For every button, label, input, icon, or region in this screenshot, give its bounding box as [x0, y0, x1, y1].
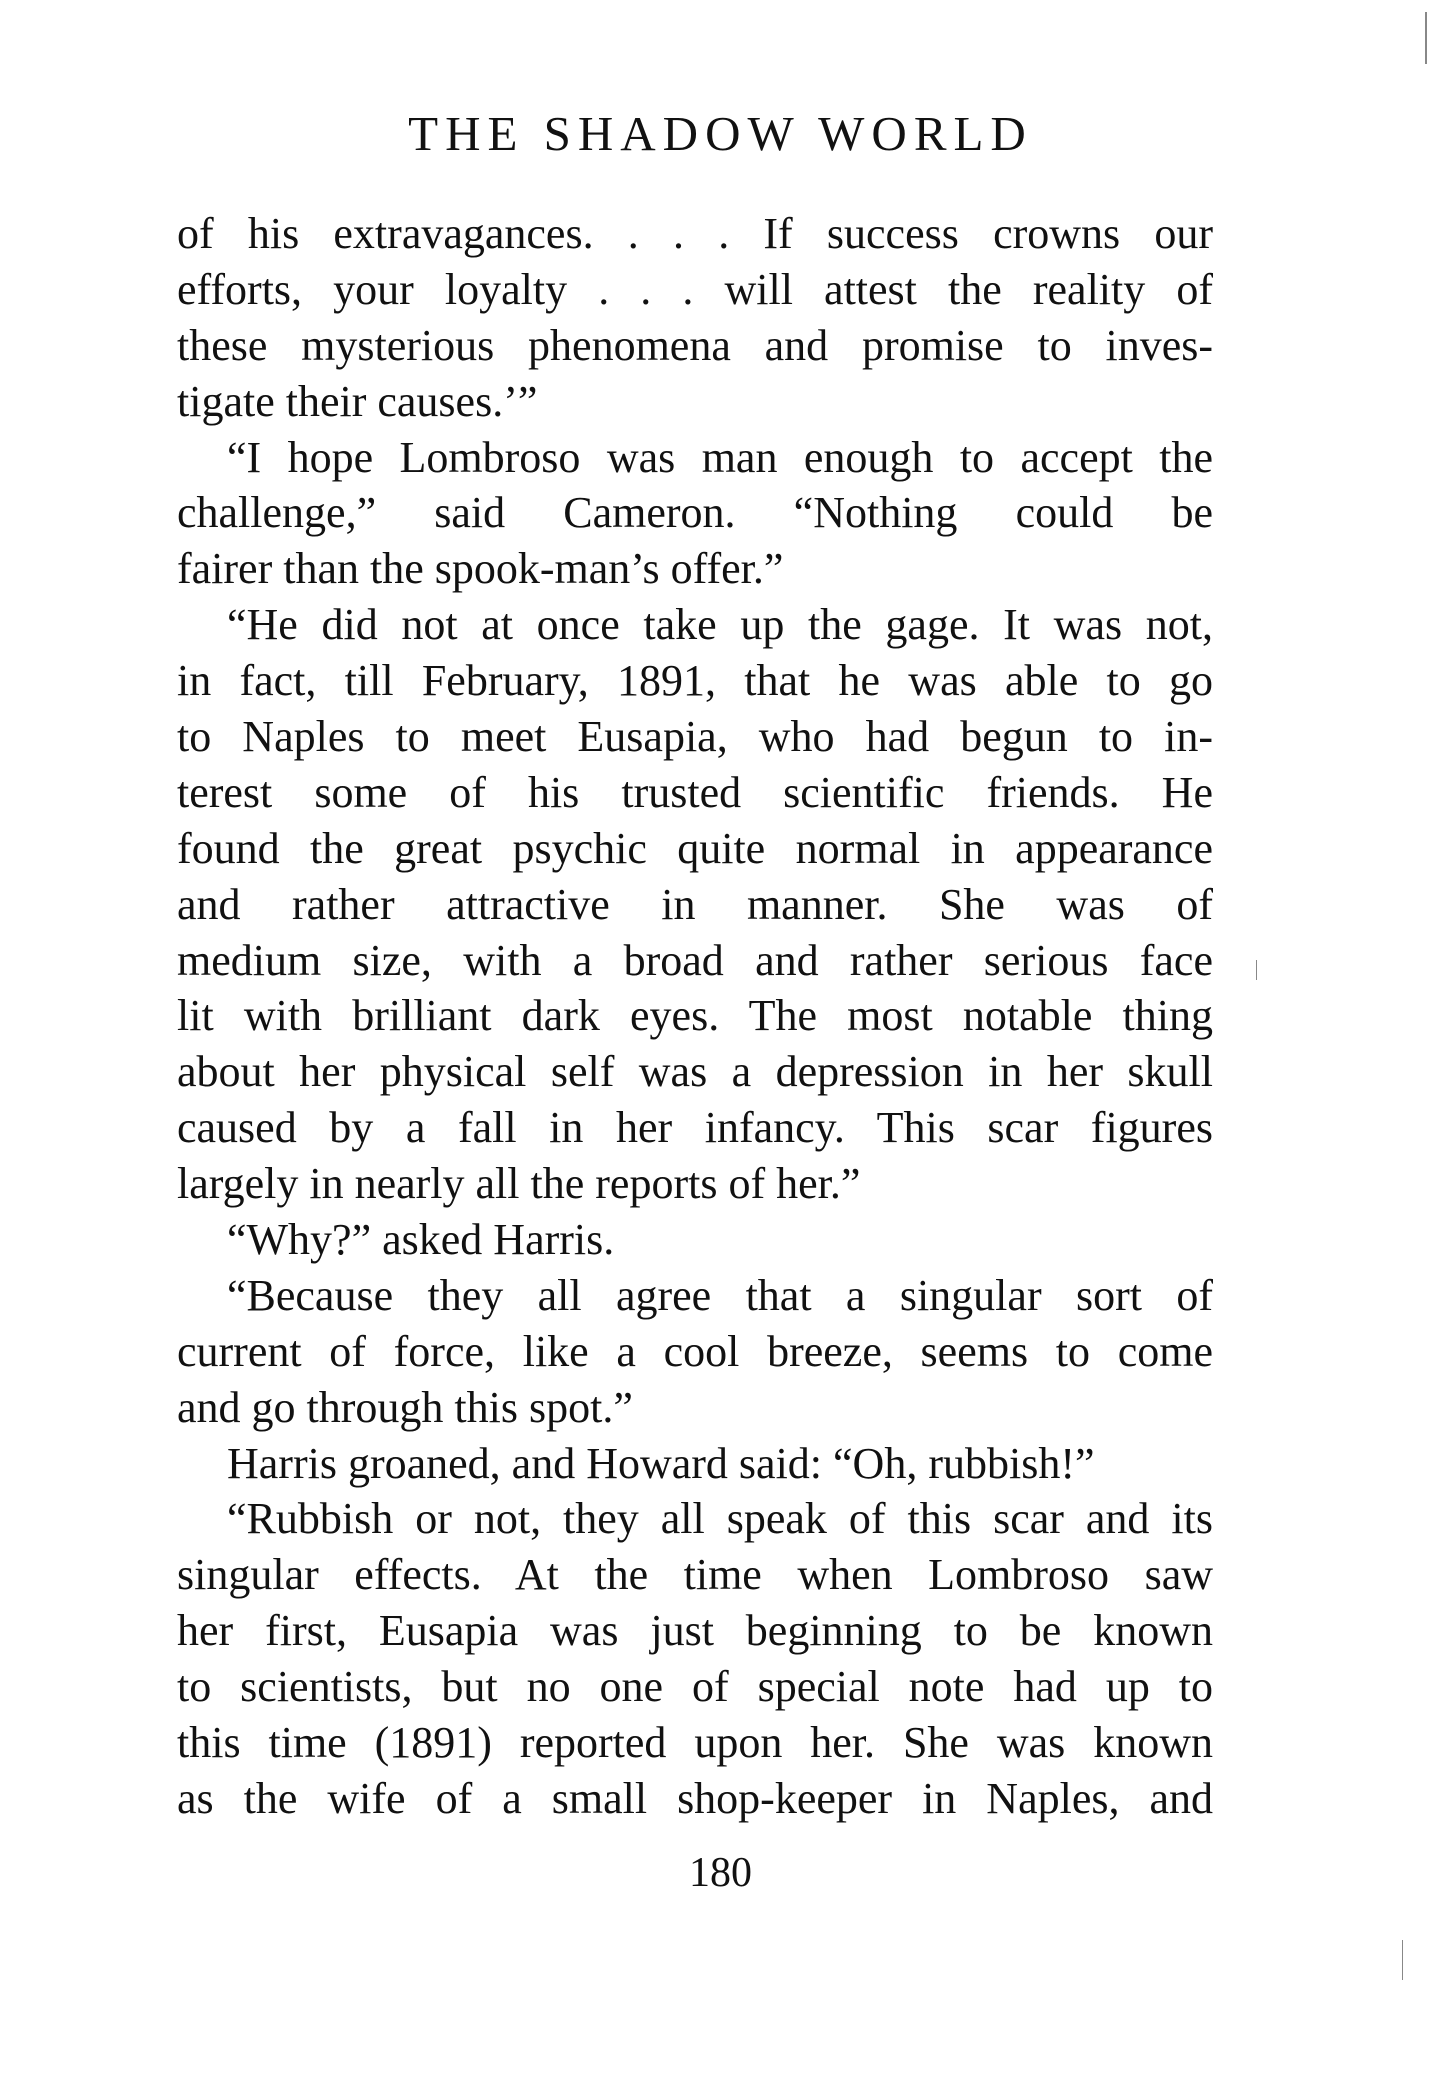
page-number: 180	[689, 1850, 752, 1896]
text-line: terest some of his trusted scientific friends. He	[177, 767, 1213, 817]
text-line: “Because they all agree that a singular sort of	[227, 1270, 1213, 1320]
text-line: and rather attractive in manner. She was of	[177, 879, 1213, 929]
text-line: to scientists, but no one of special note had up to	[177, 1662, 1213, 1712]
text-line: of his extravagances. . . . If success crowns our	[177, 209, 1213, 258]
text-line: in fact, till February, 1891, that he was able to go	[177, 656, 1213, 706]
scan-edge-mark	[1256, 960, 1257, 980]
text-line: “Why?” asked Harris.	[227, 1215, 615, 1265]
text-line: singular effects. At the time when Lombroso saw	[177, 1550, 1213, 1600]
scan-edge-mark	[1425, 12, 1427, 64]
text-line: as the wife of a small shop-keeper in Naples, and	[177, 1773, 1213, 1823]
scan-edge-mark	[1402, 1940, 1403, 1980]
text-line: medium size, with a broad and rather serious face	[177, 935, 1213, 985]
text-line: her first, Eusapia was just beginning to be known	[177, 1606, 1213, 1656]
text-line: these mysterious phenomena and promise to inves-	[177, 320, 1213, 370]
text-line: fairer than the spook-man’s offer.”	[177, 544, 784, 594]
text-line: about her physical self was a depression in her skull	[177, 1047, 1213, 1097]
body-text	[177, 206, 1213, 1827]
text-line: “He did not at once take up the gage. It was not,	[227, 600, 1213, 650]
text-line: to Naples to meet Eusapia, who had begun to in-	[177, 712, 1213, 762]
text-line: this time (1891) reported upon her. She was known	[177, 1718, 1213, 1768]
text-line: Harris groaned, and Howard said: “Oh, rubbish!”	[227, 1438, 1095, 1488]
text-line: challenge,” said Cameron. “Nothing could be	[177, 488, 1213, 538]
text-line: current of force, like a cool breeze, seems to come	[177, 1326, 1213, 1376]
text-line: efforts, your loyalty . . . will attest the reality of	[177, 264, 1213, 314]
running-head: THE SHADOW WORLD	[408, 106, 1033, 161]
text-line: tigate their causes.’”	[177, 376, 538, 426]
text-line: and go through this spot.”	[177, 1382, 633, 1432]
text-line: “I hope Lombroso was man enough to accept the	[227, 432, 1213, 482]
text-line: largely in nearly all the reports of her.”	[177, 1159, 861, 1209]
text-line: caused by a fall in her infancy. This scar figures	[177, 1103, 1213, 1153]
text-line: lit with brilliant dark eyes. The most notable thing	[177, 991, 1213, 1041]
text-line: “Rubbish or not, they all speak of this scar and its	[227, 1494, 1213, 1544]
text-line: found the great psychic quite normal in appearance	[177, 823, 1213, 873]
